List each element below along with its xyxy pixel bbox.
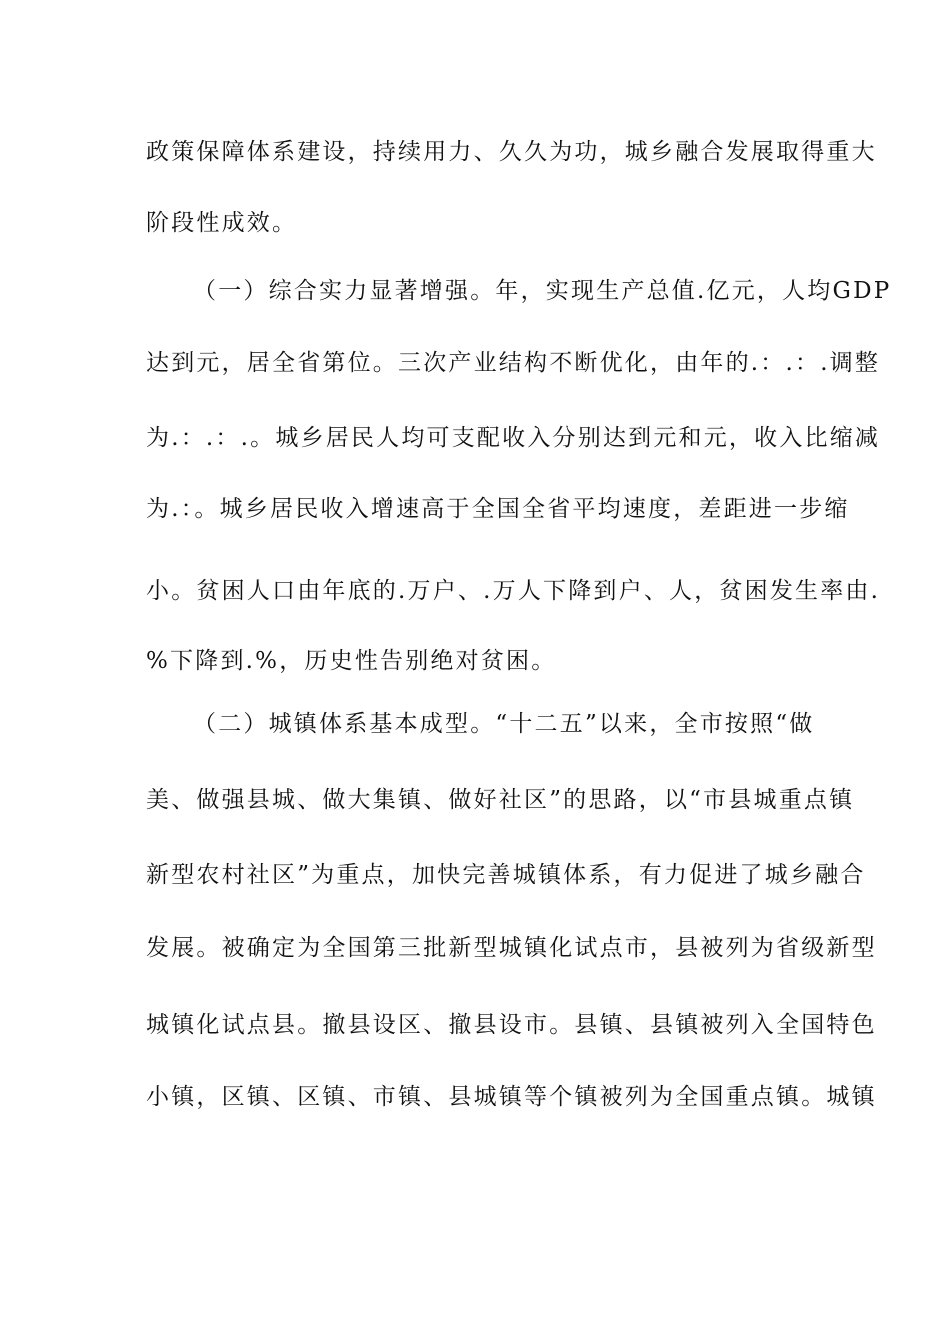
paragraph-line: 政策保障体系建设，持续用力、久久为功，城乡融合发展取得重大 (146, 139, 877, 165)
paragraph-line: 阶段性成效。 (146, 210, 298, 236)
paragraph-line: 美、做强县城、做大集镇、做好社区”的思路，以“市县城重点镇 (146, 787, 855, 813)
paragraph-line: 发展。被确定为全国第三批新型城镇化试点市，县被列为省级新型 (146, 935, 877, 961)
paragraph-line: 新型农村社区”为重点，加快完善城镇体系，有力促进了城乡融合 (146, 862, 866, 888)
paragraph-line: 小。贫困人口由年底的.万户、.万人下降到户、人，贫困发生率由. (146, 578, 881, 604)
paragraph-line: 为.：.：.。城乡居民人均可支配收入分别达到元和元，收入比缩减 (146, 425, 881, 451)
section-heading-line: （二）城镇体系基本成型。“十二五”以来，全市按照“做 (193, 711, 815, 737)
paragraph-line: %下降到.%，历史性告别绝对贫困。 (146, 648, 557, 674)
paragraph-line: 城镇化试点县。撤县设区、撤县设市。县镇、县镇被列入全国特色 (146, 1012, 877, 1038)
paragraph-line: 小镇，区镇、区镇、市镇、县城镇等个镇被列为全国重点镇。城镇 (146, 1084, 877, 1110)
section-heading-line: （一）综合实力显著增强。年，实现生产总值.亿元，人均GDP (193, 278, 892, 304)
paragraph-line: 为.：。城乡居民收入增速高于全国全省平均速度，差距进一步缩 (146, 496, 850, 522)
paragraph-line: 达到元，居全省第位。三次产业结构不断优化，由年的.：.：.调整 (146, 350, 881, 376)
